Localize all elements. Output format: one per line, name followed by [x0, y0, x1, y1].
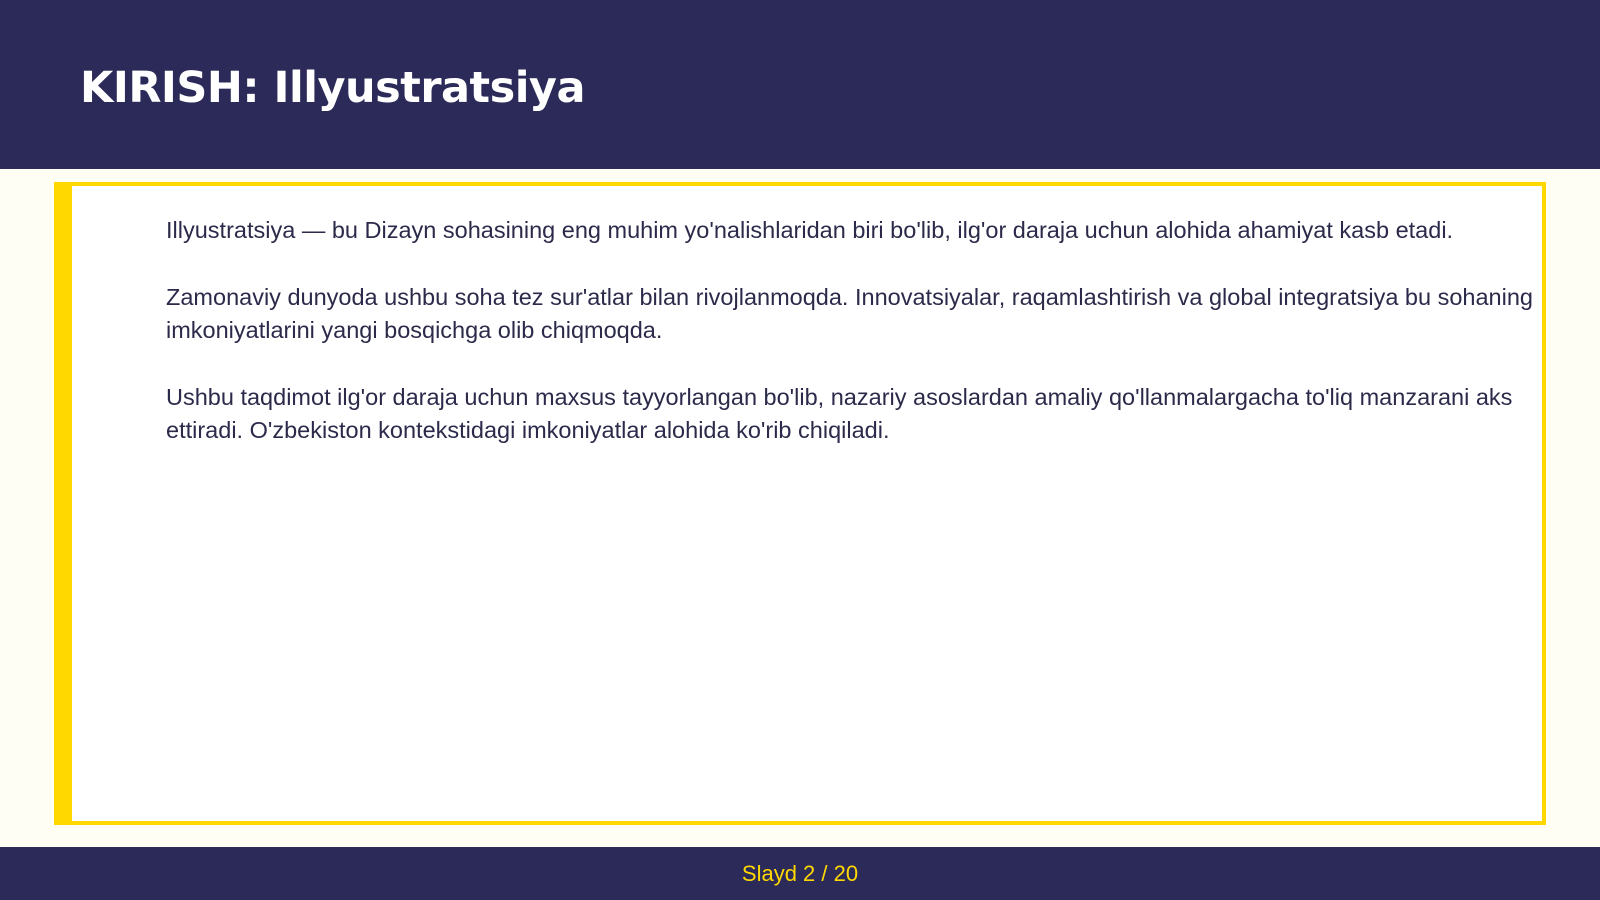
- slide-title: KIRISH: Illyustratsiya: [80, 63, 585, 113]
- paragraph-intro: Illyustratsiya — bu Dizayn sohasining eng muhim yo'nalishlaridan biri bo'lib, ilg'or daraja uchun alohida ahamiyat kasb etadi.: [166, 217, 1454, 243]
- content-text: [166, 214, 1536, 481]
- slide-header: [0, 0, 1600, 169]
- slide-number: Slayd 2 / 20: [741, 861, 859, 886]
- paragraph-modern-world: Zamonaviy dunyoda ushbu soha tez sur'atlar bilan rivojlanmoqda. Innovatsiyalar, raqamlashtirish va global integratsiya bu sohaning imkoniyatlarini yangi bosqichga olib chiqmoqda.: [166, 284, 1533, 343]
- slide-footer: [0, 847, 1600, 900]
- paragraph-presentation-scope: Ushbu taqdimot ilg'or daraja uchun maxsus tayyorlangan bo'lib, nazariy asoslardan amaliy qo'llanmalargacha to'liq manzarani aks ettiradi. O'zbekiston kontekstidagi imkoniyatlar alohida ko'rib chiqiladi.: [166, 384, 1513, 443]
- content-card: [54, 182, 1546, 825]
